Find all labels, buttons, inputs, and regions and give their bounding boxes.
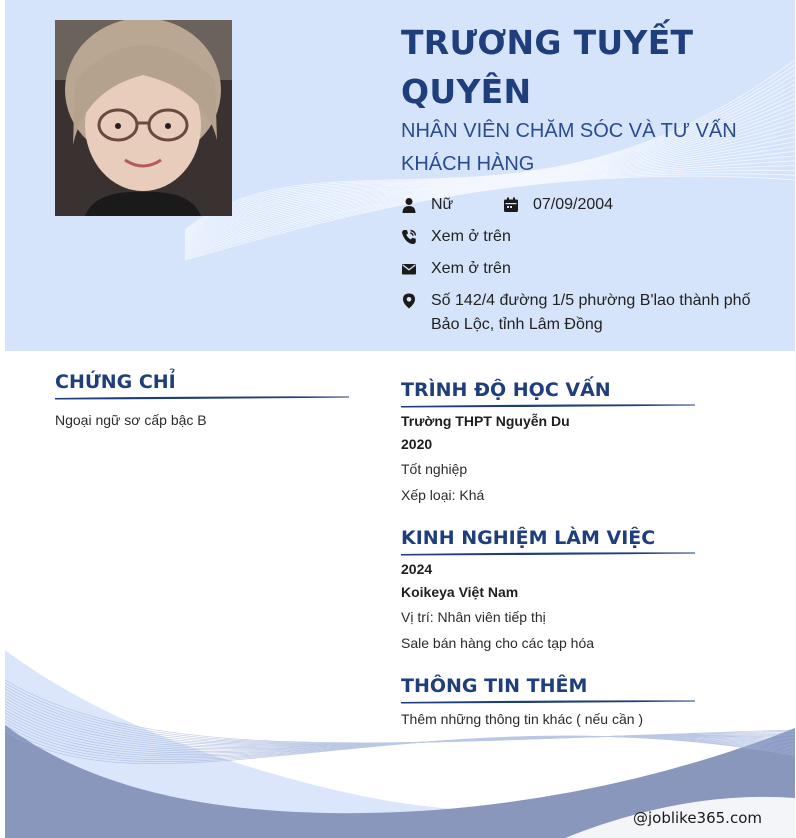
certificate-item: Ngoại ngữ sơ cấp bậc B	[55, 412, 207, 428]
experience-year: 2024	[401, 561, 433, 577]
certificates-heading: CHỨNG CHỈ	[55, 371, 176, 393]
experience-description: Sale bán hàng cho các tạp hóa	[401, 635, 595, 651]
job-title	[401, 115, 781, 181]
address-line-2: Bảo Lộc, tỉnh Lâm Đồng	[431, 316, 603, 333]
certificates-underline	[55, 393, 349, 401]
job-title-line-2: KHÁCH HÀNG	[401, 153, 535, 175]
job-title-line-1: NHÂN VIÊN CHĂM SÓC VÀ TƯ VẤN	[401, 120, 737, 142]
experience-underline	[401, 549, 695, 557]
phone-icon	[401, 225, 431, 249]
name-line-2: QUYÊN	[401, 72, 532, 111]
calendar-icon	[503, 193, 533, 217]
dob-row	[503, 193, 613, 217]
experience-position: Vị trí: Nhân viên tiếp thị	[401, 609, 546, 625]
experience-heading: KINH NGHIỆM LÀM VIỆC	[401, 527, 656, 549]
address-line-1: Số 142/4 đường 1/5 phường B'lao thành phố	[431, 292, 751, 309]
address-value	[431, 289, 761, 337]
education-grade: Xếp loại: Khá	[401, 487, 485, 503]
education-school: Trường THPT Nguyễn Du	[401, 413, 570, 429]
address-row	[401, 289, 761, 337]
candidate-name	[401, 18, 761, 116]
education-underline	[401, 401, 695, 409]
experience-company: Koikeya Việt Nam	[401, 584, 519, 600]
brand-watermark: @joblike365.com	[632, 809, 762, 827]
map-pin-icon	[401, 289, 431, 313]
education-status: Tốt nghiệp	[401, 461, 468, 477]
education-heading: TRÌNH ĐỘ HỌC VẤN	[401, 379, 611, 401]
phone-value: Xem ở trên	[431, 228, 511, 245]
additional-info-text: Thêm những thông tin khác ( nếu cần )	[401, 711, 644, 727]
footer-wave-decoration	[5, 620, 795, 838]
email-value: Xem ở trên	[431, 260, 511, 277]
cv-page	[5, 0, 795, 838]
envelope-icon	[401, 257, 431, 281]
gender-value: Nữ	[431, 196, 454, 213]
dob-value: 07/09/2004	[533, 196, 614, 213]
profile-photo	[55, 20, 232, 216]
additional-info-heading: THÔNG TIN THÊM	[401, 675, 588, 697]
user-icon	[401, 193, 431, 217]
name-line-1: TRƯƠNG TUYẾT	[401, 23, 694, 62]
gender-row	[401, 193, 503, 217]
email-row	[401, 257, 511, 281]
education-year: 2020	[401, 436, 433, 452]
header-band	[5, 0, 795, 351]
phone-row	[401, 225, 511, 249]
additional-info-underline	[401, 697, 695, 705]
